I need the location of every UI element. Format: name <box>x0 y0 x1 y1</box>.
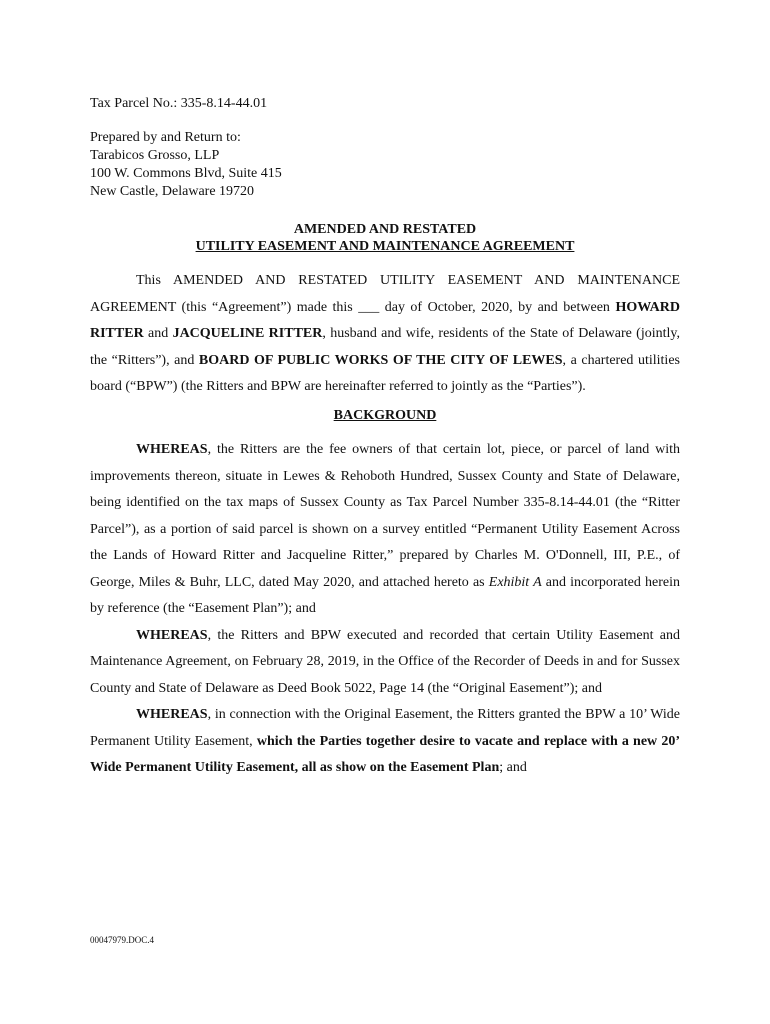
whereas-1-text-2: and incorporated herein by reference (the “Easement Plan”); and <box>90 574 680 616</box>
exhibit-a-reference: Exhibit A <box>488 574 542 590</box>
document-id-footer: 00047979.DOC.4 <box>90 935 155 945</box>
document-header <box>90 95 282 201</box>
whereas-keyword: WHEREAS <box>136 707 208 722</box>
intro-text-4: , a chartered utilities board (“BPW”) (the Ritters and BPW are hereinafter referred to jointly as the “Parties”). <box>90 352 680 394</box>
whereas-paragraph-1 <box>90 437 680 623</box>
whereas-keyword: WHEREAS <box>136 442 208 457</box>
firm-name: Tarabicos Grosso, LLP <box>90 148 220 163</box>
background-heading: BACKGROUND <box>333 407 437 423</box>
intro-paragraph <box>90 268 680 401</box>
whereas-3-bold-text: which the Parties together desire to vacate and replace with a new 20’ Wide Permanent Utility Easement, all as show on the Easement Plan <box>90 733 680 775</box>
intro-text-3: , husband and wife, residents of the State of Delaware (jointly, the “Ritters”), and <box>90 326 680 368</box>
title-line-2: UTILITY EASEMENT AND MAINTENANCE AGREEMENT <box>195 239 575 254</box>
party-howard-ritter: HOWARD RITTER <box>90 299 680 341</box>
whereas-paragraph-3 <box>90 702 680 782</box>
party-bpw: BOARD OF PUBLIC WORKS OF THE CITY OF LEWES <box>198 352 563 368</box>
intro-text-1: This AMENDED AND RESTATED UTILITY EASEMENT AND MAINTENANCE AGREEMENT (this “Agreement”) made this ___ day of October, 2020, by and between <box>90 273 680 315</box>
whereas-3-text-2: ; and <box>499 760 527 775</box>
whereas-1-text-1: , the Ritters are the fee owners of that certain lot, piece, or parcel of land with improvements thereon, situate in Lewes & Rehoboth Hundred, Sussex County and State of Delaware, being identified on the tax maps of Sussex County as Tax Parcel Number 335-8.14-44.01 (the “Ritter Parcel”), as a portion of said parcel is shown on a survey entitled “Permanent Utility Easement Across the Lands of Howard Ritter and Jacqueline Ritter,” prepared by Charles M. O'Donnell, III, P.E., of George, Miles & Buhr, LLC, dated May 2020, and attached hereto as <box>90 442 680 590</box>
document-title <box>0 221 770 255</box>
whereas-2-text: , the Ritters and BPW executed and recorded that certain Utility Easement and Maintenance Agreement, on February 28, 2019, in the Office of the Recorder of Deeds in and for Sussex County and State of Delaware as Deed Book 5022, Page 14 (the “Original Easement”); and <box>90 627 680 696</box>
tax-parcel-number: Tax Parcel No.: 335-8.14-44.01 <box>90 96 268 111</box>
whereas-paragraph-2 <box>90 623 680 703</box>
party-jacqueline-ritter: JACQUELINE RITTER <box>172 326 323 341</box>
prepared-by-label: Prepared by and Return to: <box>90 130 241 145</box>
whereas-3-text-1: , in connection with the Original Easement, the Ritters granted the BPW a 10’ Wide Permanent Utility Easement, <box>90 707 680 749</box>
whereas-keyword: WHEREAS <box>136 627 208 643</box>
title-line-1: AMENDED AND RESTATED <box>293 222 477 237</box>
address-line-1: 100 W. Commons Blvd, Suite 415 <box>90 166 282 181</box>
address-line-2: New Castle, Delaware 19720 <box>90 184 255 199</box>
intro-text-2: and <box>143 326 173 341</box>
document-body <box>90 268 680 782</box>
